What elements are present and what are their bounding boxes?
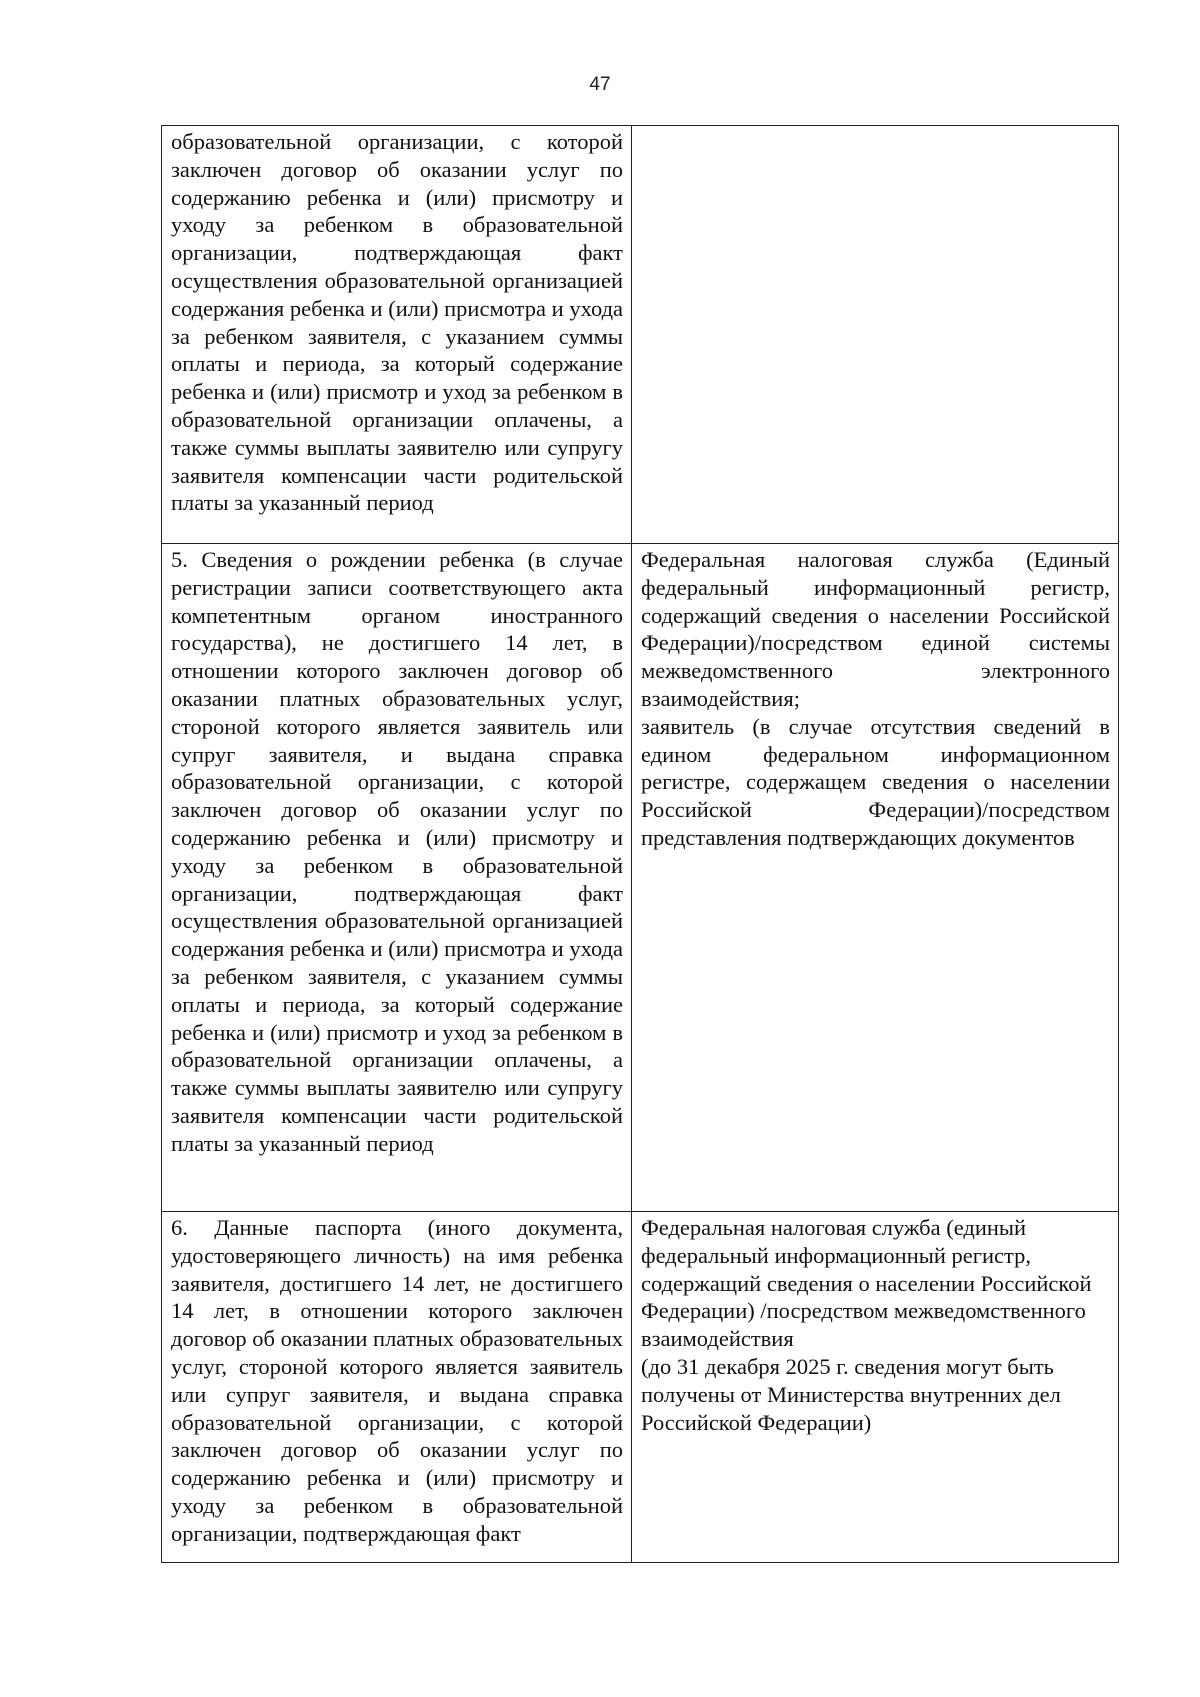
table-cell-source [632, 1212, 1119, 1563]
cell-text: Федеральная налоговая служба (единый федеральный информационный регистр, содержащий сведения о населении Российской Федерации) /посредством межведомственного взаимодействия [641, 1215, 1092, 1352]
cell-text: образовательной организации, с которой заключен договор об оказании услуг по содержанию ребенка и (или) присмотру и уходу за ребенком в образовательной организации, подтверждающая факт осуществления образовательной организацией содержания ребенка и (или) присмотра и ухода за ребенком заявителя, с указанием суммы оплаты и периода, за который содержание ребенка и (или) присмотр и уход за ребенком в образовательной организации оплачены, а также суммы выплаты заявителю или супругу заявителя компенсации части родительской платы за указанный период [171, 129, 623, 516]
table-cell-document-description [162, 126, 632, 544]
cell-text: заявитель (в случае отсутствия сведений в едином федеральном информационном регистре, содержащем сведения о населении Российской Федерации)/посредством представления подтверждающих документов [641, 713, 1110, 850]
table-cell-source [632, 544, 1119, 1212]
cell-text: 6. Данные паспорта (иного документа, удостоверяющего личность) на имя ребенка заявителя, достигшего 14 лет, не достигшего 14 лет, в отношении которого заключен договор об оказании платных образовательных услуг, стороной которого является заявитель или супруг заявителя, и выдана справка образовательной организации, с которой заключен договор об оказании услуг по содержанию ребенка и (или) присмотру и уходу за ребенком в образовательной организации, подтверждающая факт [171, 1215, 623, 1546]
requirements-table [161, 125, 1119, 1563]
table-cell-source [632, 126, 1119, 544]
cell-text: (до 31 декабря 2025 г. сведения могут быть получены от Министерства внутренних дел Российской Федерации) [641, 1353, 1061, 1435]
table-row [162, 126, 1119, 544]
page-number: 47 [589, 74, 611, 95]
table-row [162, 1212, 1119, 1563]
table-cell-document-description [162, 544, 632, 1212]
table-row [162, 544, 1119, 1212]
cell-text: 5. Сведения о рождении ребенка (в случае регистрации записи соответствующего акта компетентным органом иностранного государства), не достигшего 14 лет, в отношении которого заключен договор об оказании платных образовательных услуг, стороной которого является заявитель или супруг заявителя, и выдана справка образовательной организации, с которой заключен договор об оказании услуг по содержанию ребенка и (или) присмотру и уходу за ребенком в образовательной организации, подтверждающая факт осуществления образовательной организацией содержания ребенка и (или) присмотра и ухода за ребенком заявителя, с указанием суммы оплаты и периода, за который содержание ребенка и (или) присмотр и уход за ребенком в образовательной организации оплачены, а также суммы выплаты заявителю или супругу заявителя компенсации части родительской платы за указанный период [171, 547, 623, 1156]
cell-text: Федеральная налоговая служба (Единый федеральный информационный регистр, содержащий сведения о населении Российской Федерации)/посредством единой системы межведомственного электронного взаимодействия; [641, 547, 1110, 711]
table-cell-document-description [162, 1212, 632, 1563]
